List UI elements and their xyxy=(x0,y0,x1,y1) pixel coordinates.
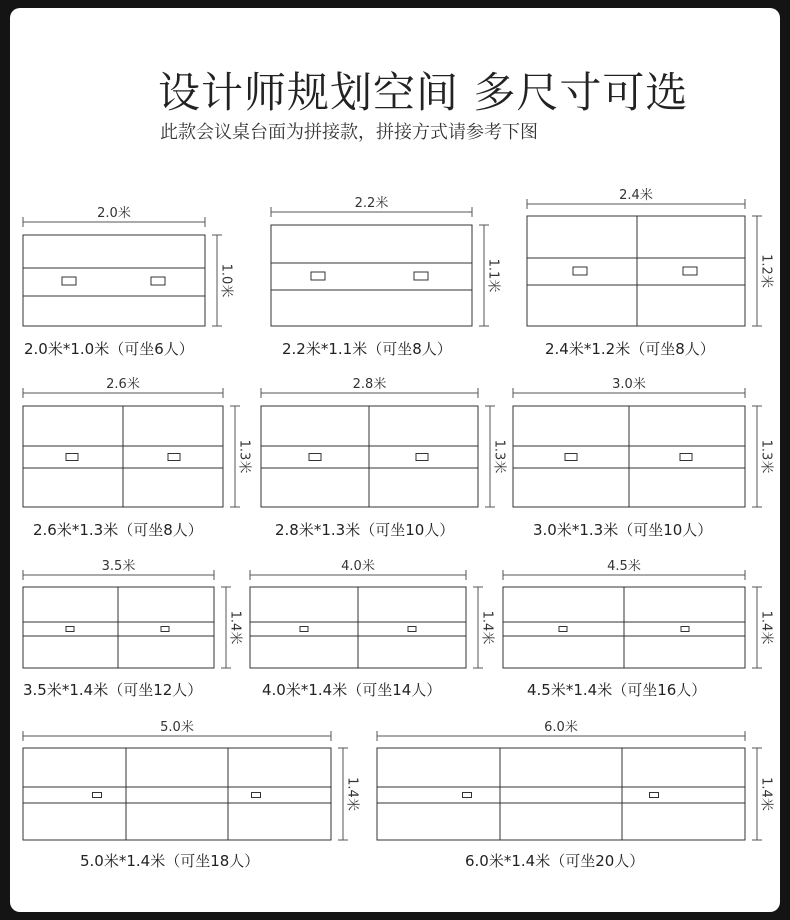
depth-label: 1.4米 xyxy=(479,610,495,645)
width-label: 5.0米 xyxy=(160,720,194,735)
width-label: 2.4米 xyxy=(619,188,653,203)
table-size-caption: 5.0米*1.4米（可坐18人） xyxy=(80,852,260,870)
socket-box xyxy=(680,454,692,461)
table-size-caption: 4.0米*1.4米（可坐14人） xyxy=(262,681,442,699)
socket-box xyxy=(414,272,428,280)
table-outline xyxy=(527,216,745,326)
depth-label: 1.2米 xyxy=(758,254,774,288)
table-diagram xyxy=(23,205,235,326)
table-size-caption: 6.0米*1.4米（可坐20人） xyxy=(465,852,645,870)
table-diagram xyxy=(23,558,244,668)
width-label: 2.2米 xyxy=(354,196,389,211)
socket-box xyxy=(416,454,428,461)
depth-label: 1.4米 xyxy=(344,777,360,811)
depth-label: 1.4米 xyxy=(758,610,774,645)
table-size-caption: 3.0米*1.3米（可坐10人） xyxy=(533,521,713,539)
socket-box xyxy=(681,627,689,632)
table-outline xyxy=(23,235,205,326)
table-size-caption: 3.5米*1.4米（可坐12人） xyxy=(23,681,203,699)
width-label: 2.8米 xyxy=(352,377,387,392)
table-diagram xyxy=(527,187,775,326)
depth-label: 1.4米 xyxy=(227,610,243,645)
width-label: 2.0米 xyxy=(97,206,131,221)
socket-box xyxy=(252,793,261,798)
table-outline xyxy=(377,748,745,840)
socket-box xyxy=(66,627,74,632)
depth-label: 1.1米 xyxy=(485,258,501,293)
table-size-caption: 2.2米*1.1米（可坐8人） xyxy=(282,340,452,358)
socket-box xyxy=(683,267,697,275)
socket-box xyxy=(168,454,180,461)
table-size-caption: 2.8米*1.3米（可坐10人） xyxy=(275,521,455,539)
table-diagram xyxy=(23,376,253,507)
table-diagram xyxy=(23,719,361,840)
socket-box xyxy=(151,277,165,285)
table-outline xyxy=(23,748,331,840)
socket-box xyxy=(300,627,308,632)
width-label: 3.5米 xyxy=(101,559,136,574)
width-label: 4.0米 xyxy=(341,559,375,574)
socket-box xyxy=(62,277,76,285)
depth-label: 1.3米 xyxy=(758,439,774,474)
table-size-caption: 2.0米*1.0米（可坐6人） xyxy=(24,340,194,358)
socket-box xyxy=(311,272,325,280)
socket-box xyxy=(161,627,169,632)
table-diagram xyxy=(250,558,496,668)
table-size-caption: 4.5米*1.4米（可坐16人） xyxy=(527,681,707,699)
width-label: 2.6米 xyxy=(106,377,140,392)
socket-box xyxy=(66,454,78,461)
socket-box xyxy=(93,793,102,798)
page-title: 设计师规划空间 多尺寸可选 xyxy=(158,68,689,117)
table-diagram xyxy=(271,195,502,326)
table-diagram xyxy=(513,376,775,507)
width-label: 3.0米 xyxy=(612,377,646,392)
table-diagram xyxy=(261,376,508,507)
table-size-caption: 2.4米*1.2米（可坐8人） xyxy=(545,340,715,358)
socket-box xyxy=(573,267,587,275)
table-diagram xyxy=(377,719,775,840)
socket-box xyxy=(650,793,659,798)
socket-box xyxy=(559,627,567,632)
table-diagram xyxy=(503,558,775,668)
depth-label: 1.0米 xyxy=(218,263,234,298)
depth-label: 1.3米 xyxy=(236,439,252,474)
width-label: 6.0米 xyxy=(544,720,578,735)
depth-label: 1.3米 xyxy=(491,439,507,474)
table-outline xyxy=(271,225,472,326)
page-subtitle: 此款会议桌台面为拼接款，拼接方式请参考下图 xyxy=(160,122,538,143)
socket-box xyxy=(408,627,416,632)
socket-box xyxy=(565,454,577,461)
width-label: 4.5米 xyxy=(607,559,641,574)
socket-box xyxy=(309,454,321,461)
socket-box xyxy=(463,793,472,798)
table-size-caption: 2.6米*1.3米（可坐8人） xyxy=(33,521,203,539)
depth-label: 1.4米 xyxy=(758,777,774,811)
